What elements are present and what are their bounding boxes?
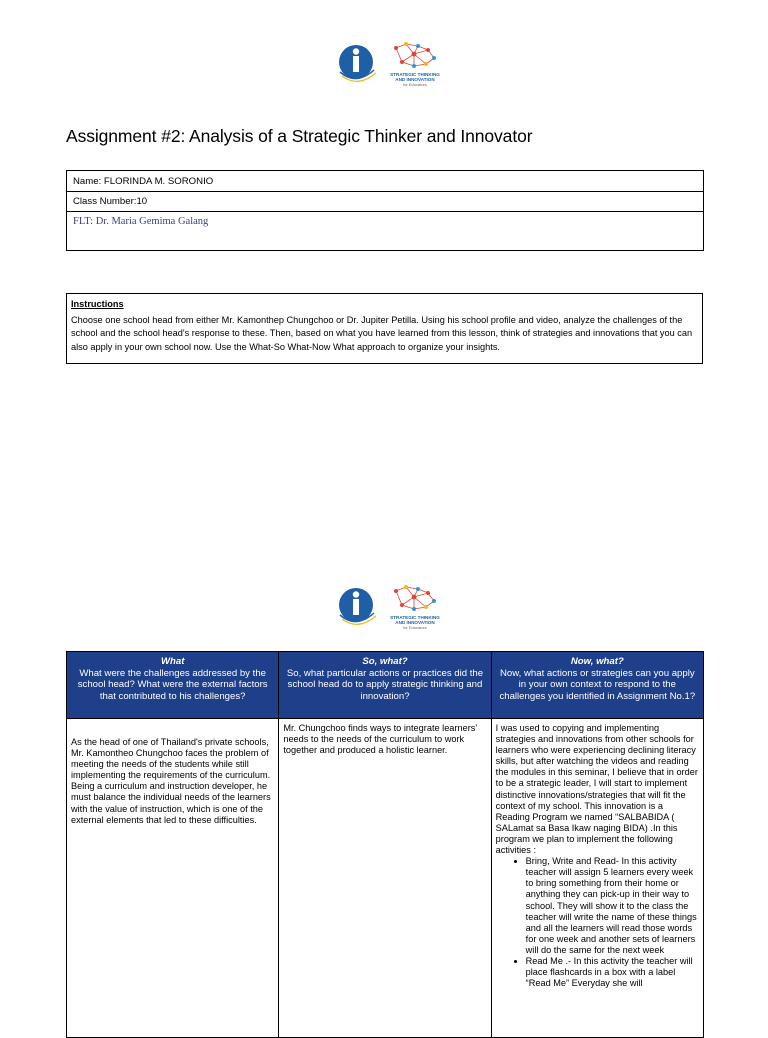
flt-field: FLT: Dr. Maria Gemima Galang <box>67 212 704 251</box>
instructions-heading: Instructions <box>71 299 124 309</box>
info-table <box>66 170 704 251</box>
now-what-intro: I was used to copying and implementing strategies and innovations from other schools for learners who were experiencing declining literacy skills, but after watching the videos and reading the modules in this seminar, I believe that in order to be a strategic leader, I will start to implement distinctive innovations/strategies that will fit the context of my school. This innovation is a Reading Program we named “SALBABIDA ( SALamat sa Basa Ikaw naging BIDA) .In this program we plan to implement the following activities : <box>495 723 698 856</box>
course-logo <box>388 583 442 643</box>
instructions-box <box>66 293 703 364</box>
emblem-logo <box>336 42 380 88</box>
course-logo-text: STRATEGIC THINKING AND INNOVATION for Educators <box>390 615 440 631</box>
logo-row-top <box>0 40 768 102</box>
course-logo <box>388 40 442 100</box>
cell-so-what: Mr. Chungchoo finds ways to integrate learners' needs to the needs of the curriculum to work together and produced a holistic learner. <box>279 719 491 1038</box>
activity-list <box>496 856 699 989</box>
list-item: • Bring, Write and Read- In this activity teacher will assign 5 learners every week to bring something from their home or anything they can pick-up in their way to school. They will show it to the class the teacher will write the name of these things and all the learners will read those words for one week and another sets of learners will do the same for the next week <box>526 856 699 956</box>
page-title: Assignment #2: Analysis of a Strategic Thinker and Innovator <box>66 126 533 146</box>
logo-row-middle <box>0 583 768 645</box>
header-what: What What were the challenges addressed by the school head? What were the external factors that contributed to his challenges? <box>67 652 279 719</box>
list-item: • Read Me .- In this activity the teacher will place flashcards in a box with a label “Read Me” Everyday she will <box>526 956 699 989</box>
emblem-logo <box>336 585 380 631</box>
class-number-field: Class Number:10 <box>67 192 704 212</box>
what-so-what-now-what-table <box>66 651 704 1038</box>
instructions-body: Choose one school head from either Mr. Kamonthep Chungchoo or Dr. Jupiter Petilla. Using his school profile and video, analyze the challenges of the school and the school head's response to these. Then, based on what you have learned from this lesson, think of strategies and innovations that you can also apply in your own school now. Use the What-So What-Now What approach to organize your insights. <box>71 315 693 352</box>
course-logo-text: STRATEGIC THINKING AND INNOVATION for Educators <box>390 72 440 88</box>
cell-what: As the head of one of Thailand's private schools, Mr. Kamontheo Chungchoo faces the problem of meeting the needs of the students while still implementing the requirements of the curriculum. Being a curriculum and instruction developer, he must balance the individual needs of the learners with the value of instruction, which is one of the external elements that led to these difficulties. <box>67 719 279 1038</box>
header-now-what: Now, what? Now, what actions or strategies can you apply in your own context to respond to the challenges you identified in Assignment No.1? <box>491 652 703 719</box>
cell-now-what <box>491 719 703 1038</box>
header-so-what: So, what? So, what particular actions or practices did the school head do to apply strategic thinking and innovation? <box>279 652 491 719</box>
name-field: Name: FLORINDA M. SORONIO <box>67 171 704 192</box>
